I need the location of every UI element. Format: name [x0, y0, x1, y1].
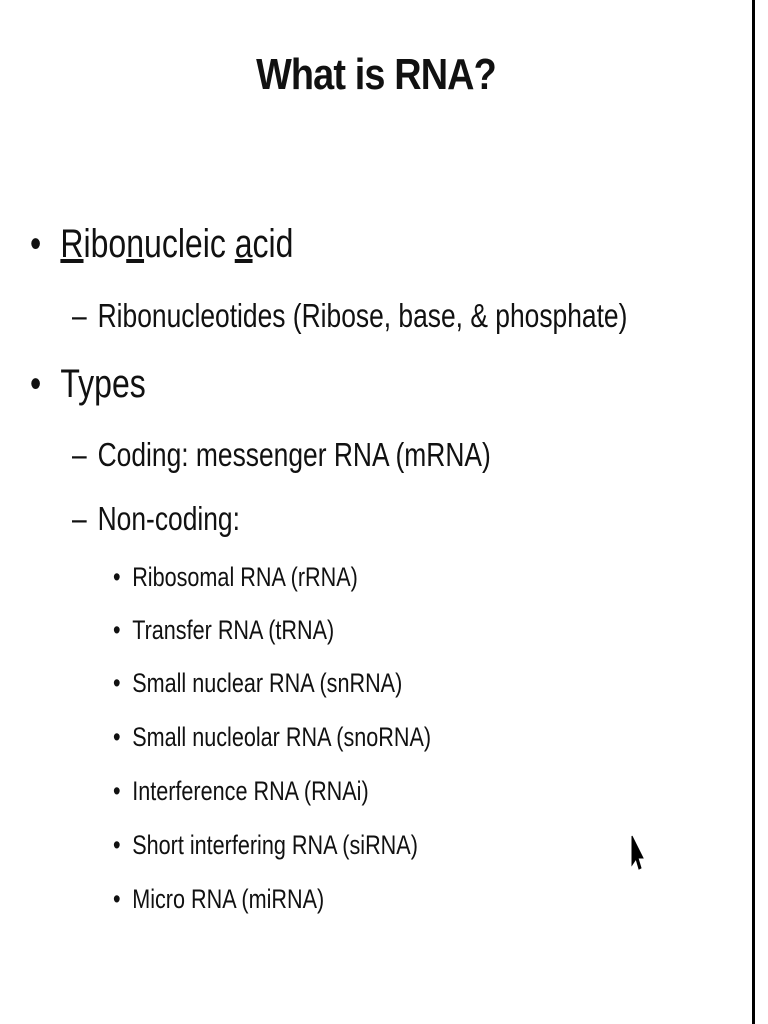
dash-marker: – [72, 500, 87, 537]
bullet-marker: • [113, 668, 121, 698]
list-item-text: Micro RNA (miRNA) [132, 884, 325, 914]
bullet-marker: • [30, 362, 42, 406]
list-item-text: Transfer RNA (tRNA) [132, 615, 335, 645]
list-item [113, 668, 402, 699]
list-item [113, 830, 418, 861]
subbullet-text: Ribonucleotides (Ribose, base, & phosphate) [97, 297, 628, 334]
dash-marker: – [72, 436, 87, 473]
slide-right-border [752, 0, 755, 1024]
list-item-text: Small nuclear RNA (snRNA) [132, 668, 403, 698]
list-item-text: Interference RNA (RNAi) [132, 776, 369, 806]
underlined-letter: a [234, 222, 253, 266]
bullet-marker: • [113, 562, 121, 592]
list-item-text: Small nucleolar RNA (snoRNA) [132, 722, 432, 752]
bullet-text: Types [60, 362, 146, 406]
list-item-text: Short interfering RNA (siRNA) [132, 830, 418, 860]
subbullet-noncoding [72, 500, 240, 538]
list-item-text: Ribosomal RNA (rRNA) [132, 562, 358, 592]
list-item [113, 615, 334, 646]
slide-title: What is RNA? [256, 50, 496, 99]
bullet-marker: • [113, 830, 121, 860]
subbullet-text: Non-coding: [97, 500, 240, 537]
list-item [113, 884, 324, 915]
subbullet-text: Coding: messenger RNA (mRNA) [97, 436, 491, 473]
text-fragment: ucleic [144, 222, 235, 266]
text-fragment: ibo [83, 222, 127, 266]
bullet-ribonucleic-acid [30, 222, 293, 267]
list-item [113, 776, 369, 807]
bullet-marker: • [113, 884, 121, 914]
list-item [113, 722, 431, 753]
underlined-letter: R [60, 222, 84, 266]
underlined-letter: n [126, 222, 145, 266]
bullet-types [30, 362, 146, 407]
mouse-pointer-icon [630, 835, 644, 871]
subbullet-coding [72, 436, 491, 474]
subbullet-ribonucleotides [72, 297, 627, 335]
bullet-marker: • [113, 776, 121, 806]
text-fragment: cid [252, 222, 294, 266]
bullet-marker: • [30, 222, 42, 266]
list-item [113, 562, 358, 593]
bullet-marker: • [113, 722, 121, 752]
bullet-marker: • [113, 615, 121, 645]
dash-marker: – [72, 297, 87, 334]
